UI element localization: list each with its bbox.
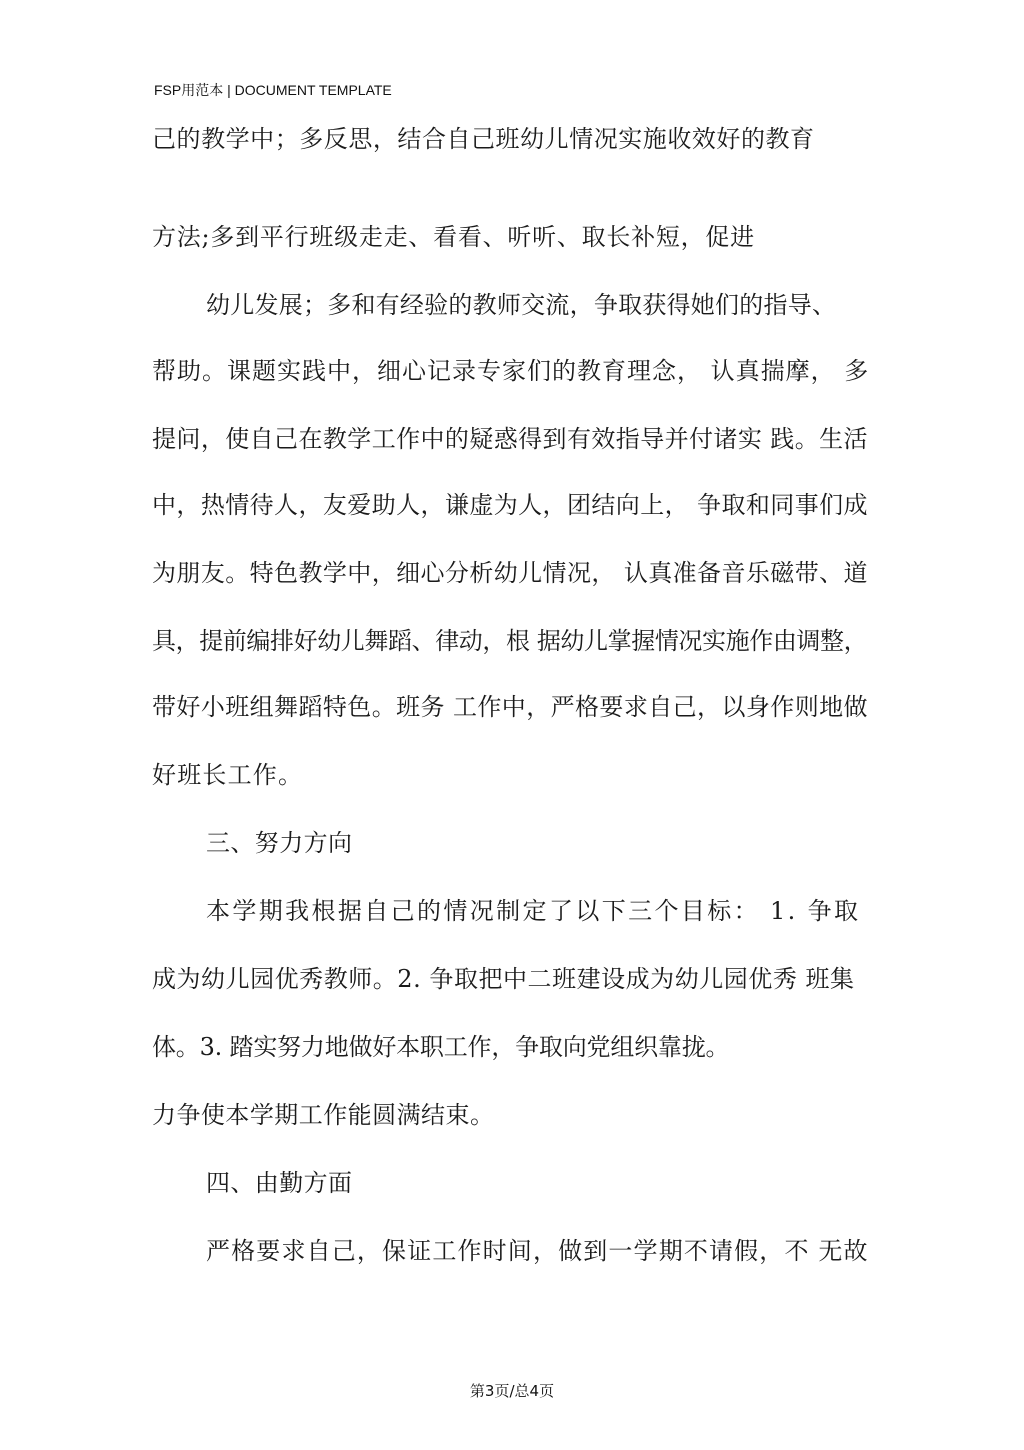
body-line-2: 方法;多到平行班级走走、看看、听听、取长补短，促进 [152,223,755,251]
body-line-5: 提问，使自己在教学工作中的疑惑得到有效指导并付诸实 践。生活 [152,425,868,453]
body-line-3: 幼儿发展；多和有经验的教师交流，争取获得她们的指导、 [206,291,837,319]
body-line-15: 力争使本学期工作能圆满结束。 [152,1101,495,1129]
page-number: 第3页/总4页 [469,1382,555,1400]
section-heading-4: 四、由勤方面 [206,1169,353,1197]
section-heading-3: 三、努力方向 [206,829,353,857]
body-line-17: 严格要求自己，保证工作时间，做到一学期不请假，不 无故 [206,1237,869,1265]
body-line-10: 好班长工作。 [152,761,304,789]
document-header: FSP用范本 | DOCUMENT TEMPLATE [154,82,392,98]
body-line-14: 体。3. 踏实努力地做好本职工作，争取向党组织靠拢。 [152,1033,730,1061]
body-line-8: 具，提前编排好幼儿舞蹈、律动，根 据幼儿掌握情况实施作由调整， [152,627,868,655]
body-line-1: 己的教学中；多反思，结合自己班幼儿情况实施收效好的教育 [152,125,815,153]
body-line-6: 中，热情待人，友爱助人，谦虚为人，团结向上， 争取和同事们成 [152,491,868,519]
body-line-13: 成为幼儿园优秀教师。2. 争取把中二班建设成为幼儿园优秀 班集 [152,965,855,993]
body-line-12: 本学期我根据自己的情况制定了以下三个目标： 1. 争取 [206,897,861,925]
body-line-7: 为朋友。特色教学中，细心分析幼儿情况， 认真准备音乐磁带、道 [152,559,868,587]
body-line-9: 带好小班组舞蹈特色。班务 工作中，严格要求自己，以身作则地做 [152,693,868,721]
body-line-4: 帮助。课题实践中，细心记录专家们的教育理念， 认真揣摩， 多 [152,357,870,385]
